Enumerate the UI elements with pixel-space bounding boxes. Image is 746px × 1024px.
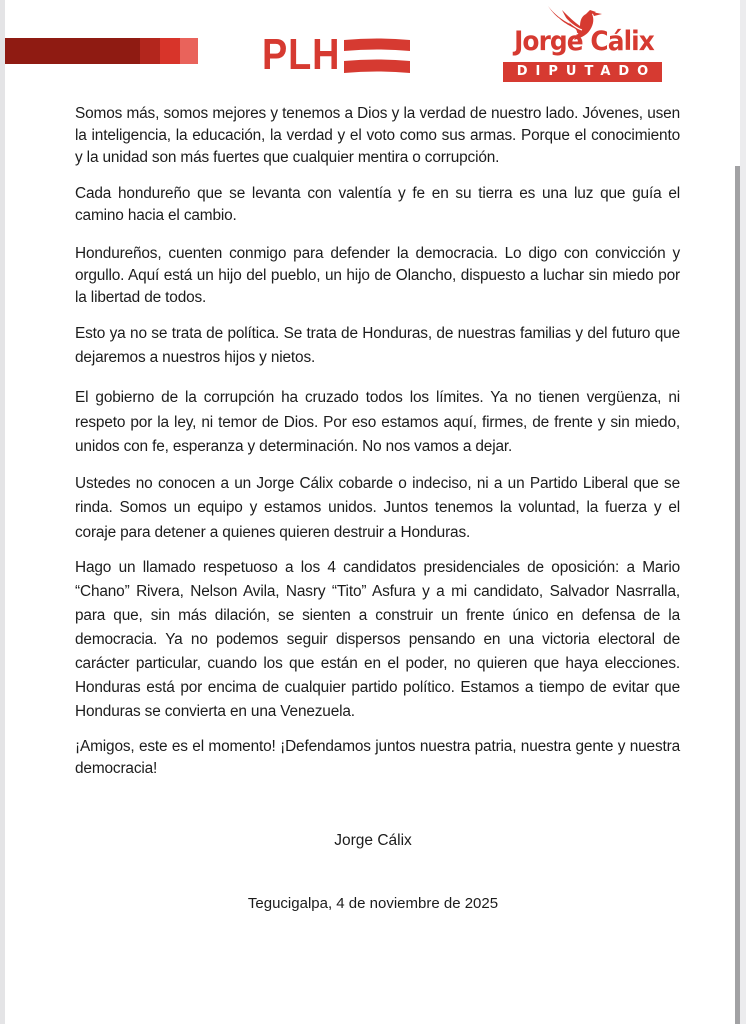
signature-name: Jorge Cálix: [334, 832, 412, 849]
letter-body: [75, 103, 680, 780]
candidate-logo-name: Jorge Cálix: [514, 26, 654, 57]
header-red-bar: [5, 38, 198, 64]
letter-paragraph: Hondureños, cuenten conmigo para defender la democracia. Lo digo con convicción y orgullo. Aquí está un hijo del pueblo, un hijo de Olancho, dispuesto a luchar sin miedo por la libertad de todos.: [75, 244, 680, 306]
letter-paragraph: Hago un llamado respetuoso a los 4 candidatos presidenciales de oposición: a Mario “Chano” Rivera, Nelson Avila, Nasry “Tito” Asfura y a mi candidato, Salvador Nasrralla, para que, sin más dilación, se sienten a construir un frente único en defensa de la democracia. Ya no podemos seguir dispersos pensando en una victoria electoral de carácter particular, cuando los que están en el poder, no quieren que haya elecciones. Honduras está por encima de cualquier partido político. Estamos a tiempo de evitar que Honduras se convierta en una Venezuela.: [75, 559, 680, 721]
letter-paragraph: Somos más, somos mejores y tenemos a Dios y la verdad de nuestro lado. Jóvenes, usen la inteligencia, la educación, la verdad y el voto como sus armas. Porque el conocimiento y la unidad son más fuertes que cualquier mentira o corrupción.: [75, 105, 680, 166]
red-bar-segment-mid: [140, 38, 160, 64]
page-right-margin: [740, 0, 746, 1024]
red-bar-segment-dark: [5, 38, 140, 64]
plh-party-logo: [262, 30, 410, 79]
letter-paragraph: El gobierno de la corrupción ha cruzado todos los límites. Ya no tienen vergüenza, ni respeto por la ley, ni temor de Dios. Por eso estamos aquí, firmes, de frente y sin miedo, unidos con fe, esperanza y determinación. No nos vamos a dejar.: [75, 389, 680, 456]
red-bar-segment-light: [180, 38, 198, 64]
plh-logo-text: PLH: [262, 30, 341, 79]
letter-paragraph: Cada hondureño que se levanta con valentía y fe en su tierra es una luz que guía el camino hacia el cambio.: [75, 185, 680, 225]
letter-paragraph: Esto ya no se trata de política. Se trata de Honduras, de nuestras familias y del futuro que dejaremos a nuestros hijos y nietos.: [75, 325, 680, 367]
candidate-logo-title: DIPUTADO: [503, 62, 662, 82]
red-bar-segment-bright: [160, 38, 180, 64]
page-left-edge: [0, 0, 5, 1024]
letter-paragraph: Ustedes no conocen a un Jorge Cálix cobarde o indeciso, ni a un Partido Liberal que se rinda. Somos un equipo y estamos unidos. Juntos tenemos la voluntad, la fuerza y el coraje para detener a quienes quieren destruir a Honduras.: [75, 474, 680, 541]
place-and-date: Tegucigalpa, 4 de noviembre de 2025: [247, 895, 499, 912]
candidate-logo: [500, 4, 666, 84]
flag-stripes-icon: [344, 38, 410, 74]
letter-paragraph: ¡Amigos, este es el momento! ¡Defendamos juntos nuestra patria, nuestra gente y nuestra democracia!: [75, 738, 680, 778]
